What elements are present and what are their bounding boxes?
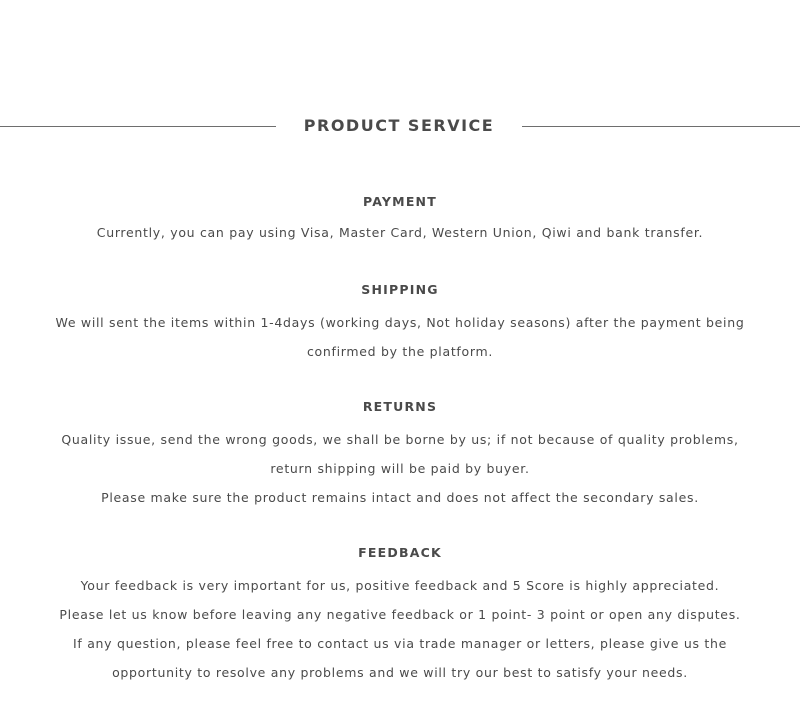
feedback-section <box>0 544 800 687</box>
left-divider <box>0 126 276 127</box>
payment-section <box>0 193 800 247</box>
page-title: PRODUCT SERVICE <box>303 116 495 135</box>
returns-line: return shipping will be paid by buyer. <box>270 461 530 476</box>
returns-body <box>0 425 800 512</box>
returns-line: Quality issue, send the wrong goods, we shall be borne by us; if not because of quality problems, <box>61 432 739 447</box>
feedback-line: Your feedback is very important for us, positive feedback and 5 Score is highly appreciated. <box>80 578 720 593</box>
page-header <box>0 112 800 142</box>
shipping-heading: SHIPPING <box>361 282 439 297</box>
right-divider <box>522 126 800 127</box>
returns-section <box>0 398 800 512</box>
returns-heading: RETURNS <box>362 399 438 414</box>
returns-line: Please make sure the product remains intact and does not affect the secondary sales. <box>101 490 699 505</box>
payment-heading: PAYMENT <box>363 194 437 209</box>
payment-line: Currently, you can pay using Visa, Master Card, Western Union, Qiwi and bank transfer. <box>96 225 704 240</box>
shipping-line: confirmed by the platform. <box>306 344 494 359</box>
feedback-body <box>0 571 800 687</box>
feedback-line: opportunity to resolve any problems and we will try our best to satisfy your needs. <box>112 665 688 680</box>
feedback-heading: FEEDBACK <box>358 545 442 560</box>
shipping-line: We will sent the items within 1-4days (working days, Not holiday seasons) after the payment being <box>55 315 745 330</box>
shipping-section <box>0 281 800 366</box>
payment-body <box>0 218 800 247</box>
feedback-line: Please let us know before leaving any negative feedback or 1 point- 3 point or open any disputes. <box>59 607 741 622</box>
shipping-body <box>0 308 800 366</box>
feedback-line: If any question, please feel free to contact us via trade manager or letters, please give us the <box>73 636 727 651</box>
